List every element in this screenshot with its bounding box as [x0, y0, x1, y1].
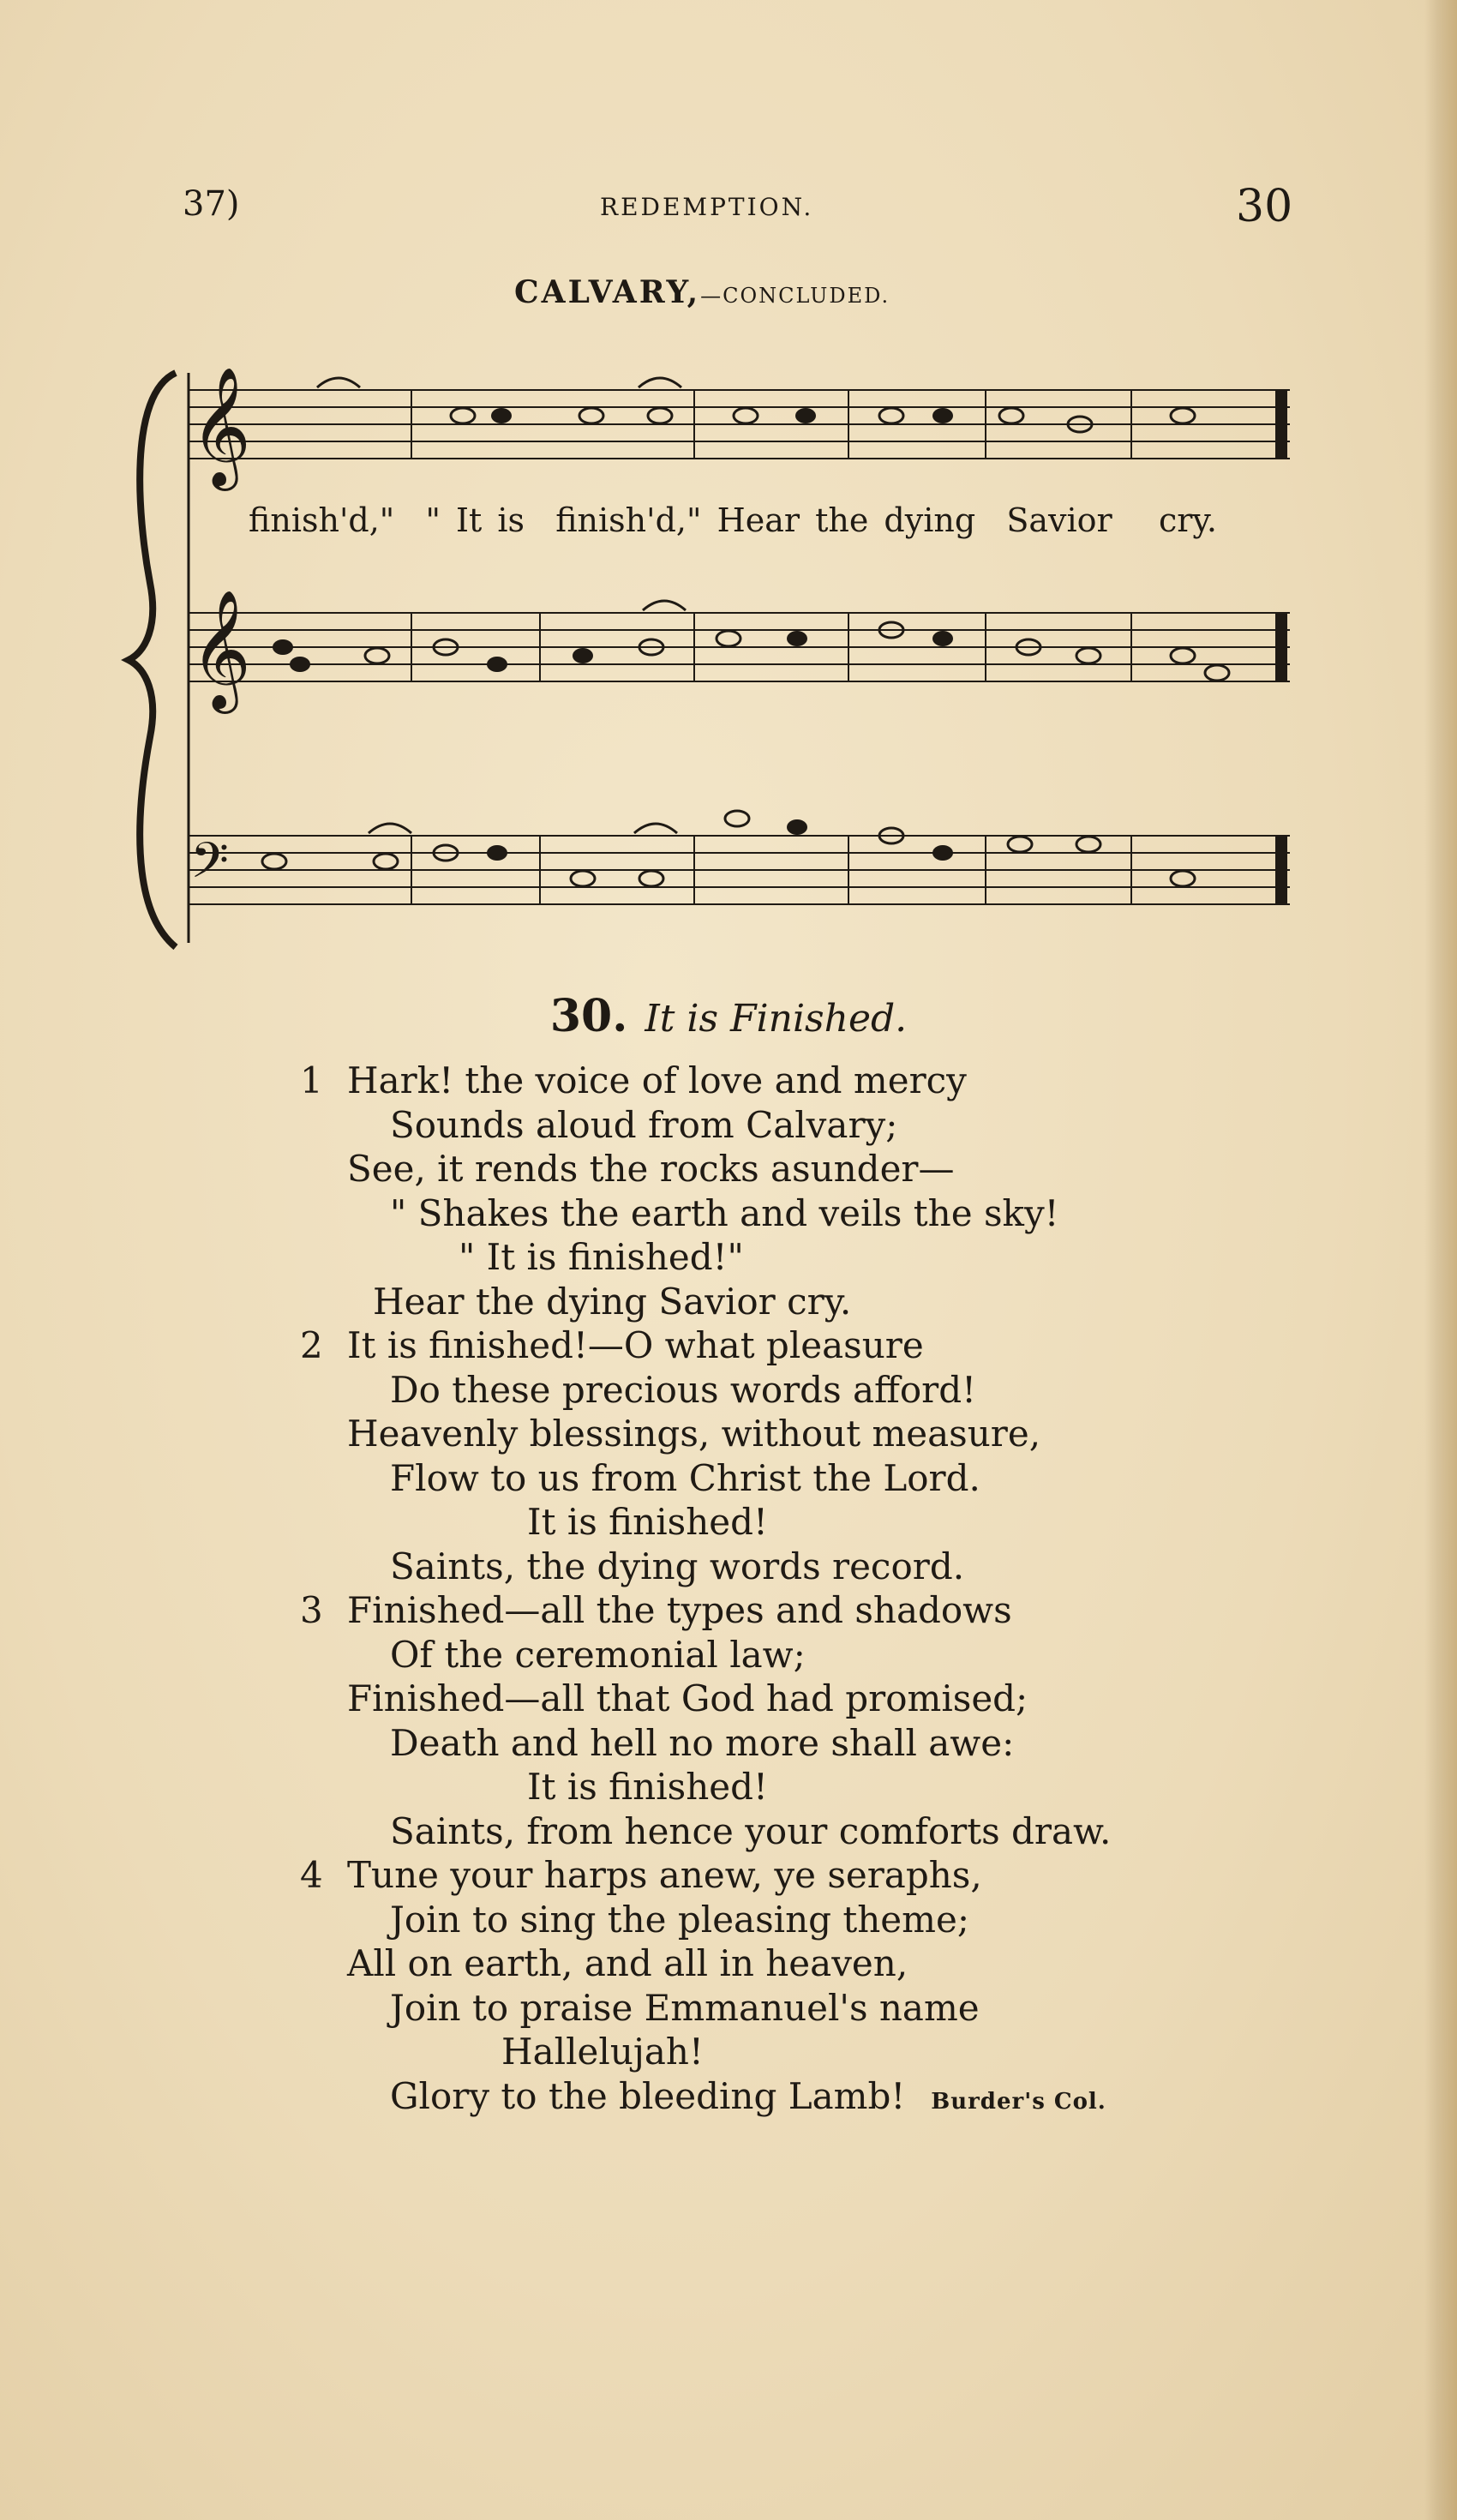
verse-line-text: Glory to the bleeding Lamb!: [390, 2074, 906, 2117]
staff-treble-2: [189, 590, 1290, 714]
verse-line: [300, 2030, 1328, 2074]
verse-line: [300, 1765, 1328, 1809]
verse-line: [300, 1191, 1328, 1236]
verse-line-text: Join to praise Emmanuel's name: [390, 1986, 980, 2029]
verse-line: [300, 1941, 1328, 1986]
stanza-1: [300, 1059, 1328, 1323]
verse-line: [300, 1853, 1328, 1898]
verse-line: [300, 1147, 1328, 1191]
verse-line-text: Hark! the voice of love and mercy: [347, 1059, 967, 1101]
lyric-word: finish'd,": [555, 501, 702, 539]
lyric-word: cry.: [1158, 501, 1217, 539]
attribution: Burder's Col.: [931, 2088, 1106, 2115]
tune-subtitle: —CONCLUDED.: [700, 284, 890, 308]
stanza-3: [300, 1588, 1328, 1853]
verse-line: [300, 1456, 1328, 1501]
verse-line: [300, 1721, 1328, 1766]
verse-line-text: " It is finished!": [459, 1236, 744, 1278]
verse-line-text: Hallelujah!: [501, 2031, 704, 2073]
system-brace: [129, 373, 176, 947]
tune-title: [514, 274, 1063, 310]
treble-clef-icon-2: 𝄞: [190, 590, 251, 709]
staff-treble-1: [189, 367, 1290, 491]
verse-line: [300, 1633, 1328, 1677]
verse-line: [300, 1280, 1328, 1324]
lyric-word: Savior: [1006, 501, 1112, 539]
stanza-number: 4: [300, 1854, 323, 1896]
treble-clef-icon: 𝄞: [190, 367, 251, 486]
verse-line: [300, 2074, 1328, 2125]
verse-line: [300, 1677, 1328, 1721]
verse-line-text: Hear the dying Savior cry.: [373, 1280, 852, 1323]
verse-line: [300, 1545, 1328, 1589]
stanza-2: [300, 1323, 1328, 1588]
bass-clef-icon: 𝄢: [190, 831, 230, 902]
tune-name: CALVARY,: [514, 274, 701, 310]
hymn-number: 30.: [549, 990, 628, 1042]
lyric-word: Hear the dying: [717, 501, 976, 539]
verse-line-text: Death and hell no more shall awe:: [390, 1721, 1015, 1764]
hymn-title: It is Finished.: [645, 997, 908, 1041]
verse-line: [300, 1368, 1328, 1413]
verse-line-text: Saints, the dying words record.: [390, 1545, 965, 1587]
verse-line-text: It is finished!: [527, 1501, 768, 1543]
lyric-word: finish'd,": [249, 501, 395, 539]
stanza-number: 2: [300, 1324, 323, 1366]
verse-line: [300, 1809, 1328, 1854]
hymn-verses: [300, 1059, 1328, 2124]
verse-line: [300, 1103, 1328, 1148]
staff-bass: [189, 811, 1290, 904]
verse-line-text: It is finished!: [527, 1766, 768, 1808]
verse-line-text: Tune your harps anew, ye seraphs,: [347, 1854, 982, 1896]
verse-line-text: All on earth, and all in heaven,: [347, 1942, 908, 1984]
verse-line-text: See, it rends the rocks asunder—: [347, 1148, 955, 1190]
verse-line: [300, 1323, 1328, 1368]
verse-line: [300, 1500, 1328, 1545]
verse-line: [300, 1588, 1328, 1633]
stanza-number: 3: [300, 1589, 323, 1631]
verse-line-text: Finished—all the types and shadows: [347, 1589, 1012, 1631]
verse-line: [300, 1412, 1328, 1456]
header-left-number: 37): [183, 184, 240, 224]
verse-line: [300, 1898, 1328, 1942]
page-number: 30: [1236, 181, 1293, 232]
verse-line-text: Sounds aloud from Calvary;: [390, 1103, 898, 1146]
verse-line-text: Of the ceremonial law;: [390, 1633, 806, 1676]
stanza-4: [300, 1853, 1328, 2124]
verse-line-text: Join to sing the pleasing theme;: [390, 1898, 969, 1941]
hymn-heading: [0, 990, 1457, 1042]
verse-line-text: Do these precious words afford!: [390, 1368, 976, 1411]
stanza-number: 1: [300, 1059, 323, 1101]
running-header: [0, 176, 1457, 232]
page-spine-shadow: [1424, 0, 1457, 2520]
verse-line-text: Flow to us from Christ the Lord.: [390, 1456, 980, 1499]
score-lyric-line: [249, 501, 1243, 539]
music-score: [0, 360, 1371, 960]
verse-line: [300, 1986, 1328, 2031]
verse-line-text: It is finished!—O what pleasure: [347, 1324, 924, 1366]
verse-line-text: Saints, from hence your comforts draw.: [390, 1809, 1112, 1852]
lyric-word: " It is: [425, 501, 525, 539]
verse-line-text: Heavenly blessings, without measure,: [347, 1413, 1041, 1455]
verse-line: [300, 1059, 1328, 1103]
verse-line-text: Finished—all that God had promised;: [347, 1677, 1028, 1719]
header-section-title: REDEMPTION.: [600, 193, 814, 221]
verse-line-text: " Shakes the earth and veils the sky!: [390, 1191, 1059, 1234]
verse-line: [300, 1235, 1328, 1280]
